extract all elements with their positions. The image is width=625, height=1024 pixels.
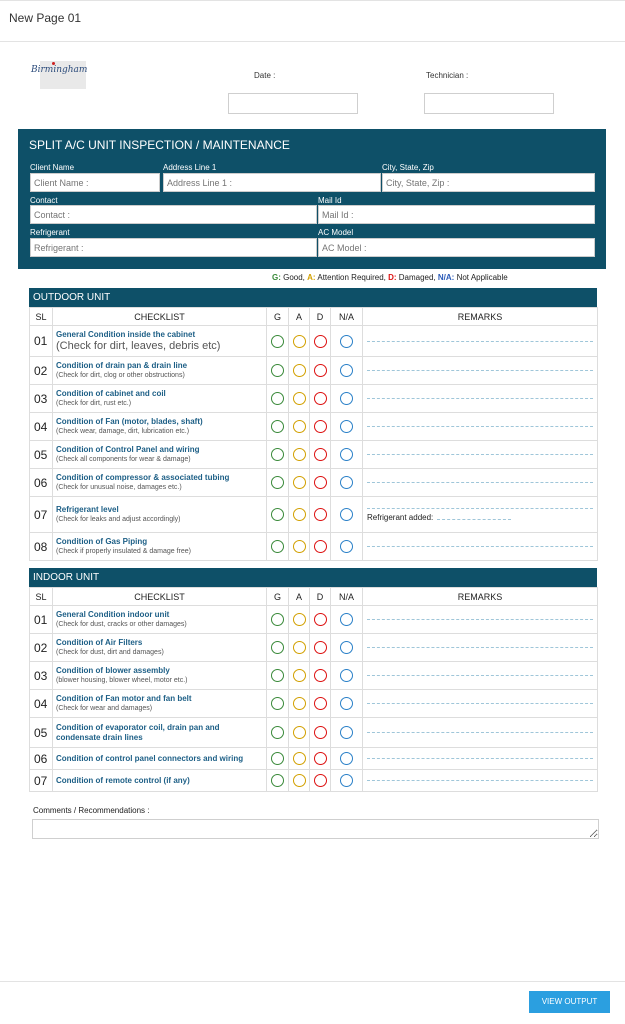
outdoor-checklist-table bbox=[29, 307, 598, 561]
table-row bbox=[30, 770, 598, 792]
rating-not-applicable-radio[interactable] bbox=[340, 540, 353, 553]
checklist-item-title: Condition of Air Filters bbox=[56, 638, 143, 647]
address-label: Address Line 1 bbox=[163, 163, 217, 172]
remarks-line bbox=[367, 703, 593, 704]
remarks-cell[interactable] bbox=[363, 413, 598, 441]
table-row bbox=[30, 718, 598, 748]
checklist-cell bbox=[53, 690, 267, 718]
rating-legend bbox=[272, 273, 508, 282]
col-remarks: REMARKS bbox=[363, 308, 598, 326]
indoor-unit-heading: INDOOR UNIT bbox=[29, 568, 597, 587]
table-row bbox=[30, 326, 598, 357]
rating-cell bbox=[267, 634, 289, 662]
mail-input[interactable] bbox=[318, 205, 595, 224]
refrigerant-label: Refrigerant bbox=[30, 228, 70, 237]
rating-not-applicable-radio[interactable] bbox=[340, 420, 353, 433]
rating-cell bbox=[331, 690, 363, 718]
rating-cell bbox=[331, 497, 363, 533]
rating-good-radio[interactable] bbox=[271, 752, 284, 765]
rating-cell bbox=[310, 385, 331, 413]
checklist-item-title: General Condition indoor unit bbox=[56, 610, 170, 619]
rating-damaged-radio[interactable] bbox=[314, 641, 327, 654]
rating-cell bbox=[267, 770, 289, 792]
indoor-checklist-table bbox=[29, 587, 598, 792]
row-number: 07 bbox=[30, 497, 53, 533]
checklist-item-title: General Condition inside the cabinet bbox=[56, 329, 196, 339]
rating-cell bbox=[289, 357, 310, 385]
table-row bbox=[30, 748, 598, 770]
rating-cell bbox=[310, 469, 331, 497]
rating-cell bbox=[267, 690, 289, 718]
col-sl: SL bbox=[30, 308, 53, 326]
col-g: G bbox=[267, 308, 289, 326]
col-sl: SL bbox=[30, 588, 53, 606]
rating-damaged-radio[interactable] bbox=[314, 420, 327, 433]
checklist-item-description: (Check for dirt, rust etc.) bbox=[56, 400, 132, 407]
checklist-cell bbox=[53, 770, 267, 792]
table-row bbox=[30, 413, 598, 441]
legend-na-key: N/A: bbox=[437, 273, 455, 282]
rating-damaged-radio[interactable] bbox=[314, 774, 327, 787]
col-d: D bbox=[310, 588, 331, 606]
technician-label: Technician : bbox=[426, 71, 469, 80]
rating-good-radio[interactable] bbox=[271, 420, 284, 433]
rating-damaged-radio[interactable] bbox=[314, 669, 327, 682]
remarks-line bbox=[367, 619, 593, 620]
rating-cell bbox=[267, 533, 289, 561]
client-name-label: Client Name bbox=[30, 163, 75, 172]
checklist-cell bbox=[53, 326, 267, 357]
rating-cell bbox=[331, 357, 363, 385]
address-input[interactable] bbox=[163, 173, 381, 192]
checklist-cell bbox=[53, 748, 267, 770]
rating-cell bbox=[310, 497, 331, 533]
company-logo bbox=[31, 61, 88, 89]
col-g: G bbox=[267, 588, 289, 606]
rating-cell bbox=[331, 441, 363, 469]
table-row bbox=[30, 441, 598, 469]
rating-damaged-radio[interactable] bbox=[314, 448, 327, 461]
checklist-item-title: Condition of cabinet and coil bbox=[56, 389, 166, 398]
col-checklist: CHECKLIST bbox=[53, 308, 267, 326]
rating-not-applicable-radio[interactable] bbox=[340, 364, 353, 377]
rating-cell bbox=[310, 634, 331, 662]
rating-attention-radio[interactable] bbox=[293, 697, 306, 710]
remarks-cell[interactable] bbox=[363, 385, 598, 413]
rating-damaged-radio[interactable] bbox=[314, 613, 327, 626]
rating-cell bbox=[310, 413, 331, 441]
checklist-item-title: Condition of Fan motor and fan belt bbox=[56, 694, 192, 703]
rating-not-applicable-radio[interactable] bbox=[340, 508, 353, 521]
client-name-input[interactable] bbox=[30, 173, 160, 192]
rating-cell bbox=[331, 326, 363, 357]
checklist-cell bbox=[53, 662, 267, 690]
table-row bbox=[30, 357, 598, 385]
rating-cell bbox=[267, 469, 289, 497]
refrigerant-input[interactable] bbox=[30, 238, 317, 257]
contact-label: Contact bbox=[30, 196, 58, 205]
comments-input[interactable] bbox=[32, 819, 599, 839]
rating-good-radio[interactable] bbox=[271, 392, 284, 405]
legend-na-text: Not Applicable bbox=[454, 273, 508, 282]
refrigerant-added-label: Refrigerant added: bbox=[367, 512, 434, 522]
rating-good-radio[interactable] bbox=[271, 697, 284, 710]
remarks-cell[interactable] bbox=[363, 533, 598, 561]
rating-attention-radio[interactable] bbox=[293, 476, 306, 489]
remarks-line bbox=[367, 758, 593, 759]
remarks-cell[interactable] bbox=[363, 497, 598, 533]
checklist-item-description: (Check for dust, dirt and damages) bbox=[56, 649, 164, 656]
rating-not-applicable-radio[interactable] bbox=[340, 613, 353, 626]
form-title: SPLIT A/C UNIT INSPECTION / MAINTENANCE bbox=[29, 138, 290, 152]
checklist-cell bbox=[53, 385, 267, 413]
rating-damaged-radio[interactable] bbox=[314, 364, 327, 377]
rating-cell bbox=[310, 748, 331, 770]
checklist-item-title: Condition of Control Panel and wiring bbox=[56, 445, 200, 454]
remarks-line bbox=[367, 508, 593, 509]
remarks-cell[interactable] bbox=[363, 606, 598, 634]
checklist-item-description: (Check for dirt, leaves, debris etc) bbox=[56, 339, 221, 352]
city-input[interactable] bbox=[382, 173, 595, 192]
legend-damaged-text: Damaged, bbox=[396, 273, 438, 282]
rating-cell bbox=[289, 770, 310, 792]
remarks-cell[interactable] bbox=[363, 770, 598, 792]
remarks-line bbox=[367, 675, 593, 676]
rating-cell bbox=[267, 413, 289, 441]
rating-cell bbox=[267, 606, 289, 634]
rating-good-radio[interactable] bbox=[271, 726, 284, 739]
rating-attention-radio[interactable] bbox=[293, 774, 306, 787]
row-number: 03 bbox=[30, 662, 53, 690]
checklist-cell bbox=[53, 469, 267, 497]
rating-cell bbox=[331, 662, 363, 690]
rating-good-radio[interactable] bbox=[271, 669, 284, 682]
col-remarks: REMARKS bbox=[363, 588, 598, 606]
checklist-item-description: (Check wear, damage, dirt, lubrication etc.) bbox=[56, 428, 190, 435]
rating-attention-radio[interactable] bbox=[293, 420, 306, 433]
remarks-line bbox=[367, 647, 593, 648]
checklist-item-description: (blower housing, blower wheel, motor etc.) bbox=[56, 677, 188, 684]
checklist-item-title: Condition of control panel connectors and wiring bbox=[56, 753, 244, 763]
col-na: N/A bbox=[331, 308, 363, 326]
checklist-item-title: Condition of Fan (motor, blades, shaft) bbox=[56, 417, 203, 426]
checklist-item-title: Condition of Gas Piping bbox=[56, 537, 148, 546]
rating-not-applicable-radio[interactable] bbox=[340, 726, 353, 739]
rating-attention-radio[interactable] bbox=[293, 613, 306, 626]
ac-model-input[interactable] bbox=[318, 238, 595, 257]
rating-not-applicable-radio[interactable] bbox=[340, 697, 353, 710]
table-row bbox=[30, 533, 598, 561]
city-label: City, State, Zip bbox=[382, 163, 434, 172]
checklist-item-description: (Check for dirt, clog or other obstructions) bbox=[56, 372, 185, 379]
rating-cell bbox=[310, 718, 331, 748]
table-row bbox=[30, 385, 598, 413]
rating-good-radio[interactable] bbox=[271, 335, 284, 348]
rating-damaged-radio[interactable] bbox=[314, 508, 327, 521]
col-a: A bbox=[289, 588, 310, 606]
checklist-item-title: Condition of blower assembly bbox=[56, 666, 170, 675]
row-number: 05 bbox=[30, 441, 53, 469]
checklist-item-title: Condition of remote control (if any) bbox=[56, 775, 190, 785]
remarks-cell[interactable] bbox=[363, 748, 598, 770]
rating-not-applicable-radio[interactable] bbox=[340, 774, 353, 787]
remarks-line bbox=[367, 370, 593, 371]
page-title-bar bbox=[0, 0, 625, 42]
row-number: 01 bbox=[30, 606, 53, 634]
rating-not-applicable-radio[interactable] bbox=[340, 752, 353, 765]
checklist-cell bbox=[53, 497, 267, 533]
rating-cell bbox=[331, 770, 363, 792]
rating-attention-radio[interactable] bbox=[293, 726, 306, 739]
row-number: 07 bbox=[30, 770, 53, 792]
remarks-cell[interactable] bbox=[363, 469, 598, 497]
rating-not-applicable-radio[interactable] bbox=[340, 448, 353, 461]
rating-attention-radio[interactable] bbox=[293, 508, 306, 521]
col-checklist: CHECKLIST bbox=[53, 588, 267, 606]
rating-attention-radio[interactable] bbox=[293, 364, 306, 377]
checklist-cell bbox=[53, 606, 267, 634]
indoor-unit-section bbox=[29, 568, 597, 792]
row-number: 03 bbox=[30, 385, 53, 413]
rating-cell bbox=[289, 662, 310, 690]
table-row bbox=[30, 606, 598, 634]
rating-good-radio[interactable] bbox=[271, 641, 284, 654]
rating-attention-radio[interactable] bbox=[293, 335, 306, 348]
rating-cell bbox=[289, 441, 310, 469]
outdoor-unit-heading: OUTDOOR UNIT bbox=[29, 288, 597, 307]
checklist-item-description: (Check all components for wear & damage) bbox=[56, 456, 191, 463]
checklist-item-title: Condition of evaporator coil, drain pan and condensate drain lines bbox=[56, 722, 220, 742]
rating-cell bbox=[331, 748, 363, 770]
legend-attention-key: A: bbox=[307, 273, 316, 282]
checklist-item-title: Condition of compressor & associated tubing bbox=[56, 473, 230, 482]
remarks-line bbox=[367, 780, 593, 781]
rating-damaged-radio[interactable] bbox=[314, 752, 327, 765]
checklist-item-title: Condition of drain pan & drain line bbox=[56, 361, 188, 370]
rating-cell bbox=[289, 385, 310, 413]
rating-cell bbox=[289, 413, 310, 441]
rating-cell bbox=[289, 533, 310, 561]
rating-cell bbox=[331, 385, 363, 413]
rating-good-radio[interactable] bbox=[271, 613, 284, 626]
row-number: 06 bbox=[30, 469, 53, 497]
legend-attention-text: Attention Required, bbox=[315, 273, 389, 282]
checklist-item-description: (Check for dust, cracks or other damages) bbox=[56, 621, 187, 628]
view-output-button[interactable]: VIEW OUTPUT bbox=[529, 991, 610, 1013]
page-title: New Page 01 bbox=[9, 11, 82, 25]
rating-not-applicable-radio[interactable] bbox=[340, 641, 353, 654]
checklist-item-description: (Check for leaks and adjust accordingly) bbox=[56, 516, 181, 523]
remarks-cell[interactable] bbox=[363, 357, 598, 385]
table-row bbox=[30, 690, 598, 718]
remarks-cell[interactable] bbox=[363, 326, 598, 357]
rating-cell bbox=[289, 634, 310, 662]
rating-cell bbox=[289, 748, 310, 770]
rating-good-radio[interactable] bbox=[271, 448, 284, 461]
rating-cell bbox=[289, 497, 310, 533]
rating-damaged-radio[interactable] bbox=[314, 392, 327, 405]
rating-cell bbox=[310, 533, 331, 561]
rating-damaged-radio[interactable] bbox=[314, 726, 327, 739]
contact-input[interactable] bbox=[30, 205, 317, 224]
rating-cell bbox=[310, 606, 331, 634]
rating-cell bbox=[289, 326, 310, 357]
remarks-cell[interactable] bbox=[363, 718, 598, 748]
remarks-cell[interactable] bbox=[363, 662, 598, 690]
checklist-cell bbox=[53, 718, 267, 748]
rating-damaged-radio[interactable] bbox=[314, 540, 327, 553]
date-input[interactable] bbox=[228, 93, 358, 114]
rating-attention-radio[interactable] bbox=[293, 641, 306, 654]
row-number: 02 bbox=[30, 357, 53, 385]
row-number: 04 bbox=[30, 413, 53, 441]
rating-damaged-radio[interactable] bbox=[314, 697, 327, 710]
rating-damaged-radio[interactable] bbox=[314, 335, 327, 348]
rating-cell bbox=[267, 385, 289, 413]
rating-cell bbox=[267, 497, 289, 533]
remarks-line bbox=[367, 454, 593, 455]
rating-cell bbox=[331, 413, 363, 441]
checklist-cell bbox=[53, 533, 267, 561]
remarks-cell[interactable] bbox=[363, 690, 598, 718]
client-info-panel bbox=[18, 129, 606, 269]
remarks-line bbox=[367, 341, 593, 342]
rating-cell bbox=[310, 662, 331, 690]
rating-not-applicable-radio[interactable] bbox=[340, 335, 353, 348]
refrigerant-added-field[interactable] bbox=[367, 513, 593, 522]
legend-damaged-key: D: bbox=[388, 273, 397, 282]
checklist-item-description: (Check if properly insulated & damage free) bbox=[56, 548, 192, 555]
remarks-line bbox=[367, 482, 593, 483]
rating-not-applicable-radio[interactable] bbox=[340, 669, 353, 682]
row-number: 01 bbox=[30, 326, 53, 357]
rating-damaged-radio[interactable] bbox=[314, 476, 327, 489]
table-row bbox=[30, 469, 598, 497]
remarks-line bbox=[367, 398, 593, 399]
mail-label: Mail Id bbox=[318, 196, 342, 205]
rating-good-radio[interactable] bbox=[271, 774, 284, 787]
legend-good-text: Good, bbox=[280, 273, 308, 282]
remarks-cell[interactable] bbox=[363, 634, 598, 662]
rating-cell bbox=[331, 533, 363, 561]
rating-good-radio[interactable] bbox=[271, 364, 284, 377]
checklist-cell bbox=[53, 634, 267, 662]
rating-good-radio[interactable] bbox=[271, 508, 284, 521]
row-number: 04 bbox=[30, 690, 53, 718]
rating-attention-radio[interactable] bbox=[293, 448, 306, 461]
comments-label: Comments / Recommendations : bbox=[33, 806, 150, 815]
checklist-cell bbox=[53, 413, 267, 441]
rating-attention-radio[interactable] bbox=[293, 392, 306, 405]
legend-good-key: G: bbox=[272, 273, 281, 282]
checklist-cell bbox=[53, 441, 267, 469]
checklist-item-title: Refrigerant level bbox=[56, 505, 119, 514]
rating-attention-radio[interactable] bbox=[293, 669, 306, 682]
rating-attention-radio[interactable] bbox=[293, 752, 306, 765]
table-row bbox=[30, 497, 598, 533]
checklist-item-description: (Check for unusual noise, damages etc.) bbox=[56, 484, 182, 491]
checklist-cell bbox=[53, 357, 267, 385]
ac-model-label: AC Model bbox=[318, 228, 354, 237]
technician-input[interactable] bbox=[424, 93, 554, 114]
rating-cell bbox=[267, 662, 289, 690]
checklist-item-description: (Check for wear and damages) bbox=[56, 705, 153, 712]
date-label: Date : bbox=[254, 71, 276, 80]
rating-attention-radio[interactable] bbox=[293, 540, 306, 553]
row-number: 02 bbox=[30, 634, 53, 662]
rating-cell bbox=[331, 606, 363, 634]
rating-cell bbox=[289, 606, 310, 634]
refrigerant-added-line bbox=[437, 519, 511, 520]
rating-cell bbox=[331, 634, 363, 662]
rating-cell bbox=[289, 469, 310, 497]
rating-cell bbox=[289, 718, 310, 748]
col-na: N/A bbox=[331, 588, 363, 606]
rating-not-applicable-radio[interactable] bbox=[340, 392, 353, 405]
logo-text: Birmingham bbox=[31, 65, 88, 75]
remarks-line bbox=[367, 732, 593, 733]
rating-cell bbox=[289, 690, 310, 718]
rating-not-applicable-radio[interactable] bbox=[340, 476, 353, 489]
rating-cell bbox=[267, 718, 289, 748]
table-row bbox=[30, 634, 598, 662]
rating-cell bbox=[331, 718, 363, 748]
row-number: 08 bbox=[30, 533, 53, 561]
rating-cell bbox=[267, 326, 289, 357]
remarks-cell[interactable] bbox=[363, 441, 598, 469]
rating-cell bbox=[331, 469, 363, 497]
rating-cell bbox=[310, 326, 331, 357]
remarks-line bbox=[367, 546, 593, 547]
table-row bbox=[30, 662, 598, 690]
rating-good-radio[interactable] bbox=[271, 476, 284, 489]
outdoor-unit-section bbox=[29, 288, 597, 561]
rating-cell bbox=[310, 441, 331, 469]
row-number: 06 bbox=[30, 748, 53, 770]
rating-good-radio[interactable] bbox=[271, 540, 284, 553]
row-number: 05 bbox=[30, 718, 53, 748]
remarks-line bbox=[367, 426, 593, 427]
rating-cell bbox=[310, 690, 331, 718]
rating-cell bbox=[310, 357, 331, 385]
rating-cell bbox=[267, 748, 289, 770]
rating-cell bbox=[310, 770, 331, 792]
col-d: D bbox=[310, 308, 331, 326]
col-a: A bbox=[289, 308, 310, 326]
rating-cell bbox=[267, 441, 289, 469]
rating-cell bbox=[267, 357, 289, 385]
